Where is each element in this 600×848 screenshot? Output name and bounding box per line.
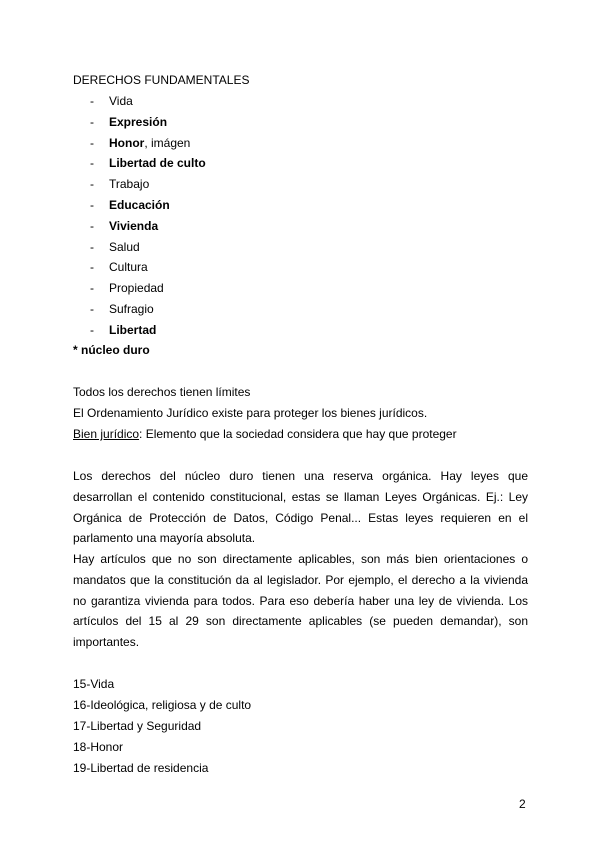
list-item xyxy=(109,302,154,316)
paragraph-line: Orgánica de Protección de Datos, Código Penal... Estas leyes requieren en el xyxy=(73,510,528,525)
paragraph-line: mandatos que la constitución da al legislador. Por ejemplo, el derecho a la vivienda xyxy=(73,572,528,587)
list-item-label: Trabajo xyxy=(109,177,150,191)
paragraph-line: parlamento una mayoría absoluta. xyxy=(73,531,256,546)
paragraph-line: Hay artículos que no son directamente aplicables, son más bien orientaciones o xyxy=(73,552,528,566)
article-item: 16-Ideológica, religiosa y de culto xyxy=(73,698,252,712)
list-dash: - xyxy=(90,281,94,295)
list-item xyxy=(109,156,206,170)
page-number: 2 xyxy=(519,797,526,811)
list-item xyxy=(109,115,167,129)
list-dash: - xyxy=(90,156,94,170)
list-item-label: Cultura xyxy=(109,260,148,274)
article-item: 15-Vida xyxy=(73,677,115,691)
list-item-label: Libertad de culto xyxy=(109,156,206,170)
list-item-label: Propiedad xyxy=(109,281,164,295)
list-dash: - xyxy=(90,323,94,337)
ordenamiento-line: El Ordenamiento Jurídico existe para proteger los bienes jurídicos. xyxy=(73,406,428,420)
list-item-label: Educación xyxy=(109,198,170,212)
list-dash: - xyxy=(90,260,94,274)
bien-juridico-definition: : Elemento que la sociedad considera que hay que proteger xyxy=(139,427,457,441)
list-dash: - xyxy=(90,198,94,212)
list-item xyxy=(109,198,170,212)
list-dash: - xyxy=(90,219,94,233)
list-item-label: Vivienda xyxy=(109,219,159,233)
list-dash: - xyxy=(90,302,94,316)
list-item xyxy=(109,323,156,337)
list-item xyxy=(109,260,148,274)
paragraph-line: artículos del 15 al 29 son directamente aplicables (se pueden demandar), son xyxy=(73,614,528,629)
paragraph-line: desarrollan el contenido constitucional, estas se llaman Leyes Orgánicas. Ej.: Ley xyxy=(73,489,528,504)
list-dash: - xyxy=(90,136,94,150)
paragraph-organic-laws xyxy=(73,466,528,549)
bien-juridico-term: Bien jurídico xyxy=(73,427,140,441)
paragraph-line: Los derechos del núcleo duro tienen una reserva orgánica. Hay leyes que xyxy=(73,469,528,483)
list-dash: - xyxy=(90,177,94,191)
list-item-label: Honor xyxy=(109,136,145,150)
article-item: 19-Libertad de residencia xyxy=(73,761,209,775)
list-item-label: Salud xyxy=(109,240,140,254)
nucleo-duro-note: * núcleo duro xyxy=(73,343,150,357)
list-item xyxy=(109,281,164,295)
list-item xyxy=(109,177,149,191)
list-item-suffix: , imágen xyxy=(144,136,191,150)
list-item-label: Libertad xyxy=(109,323,157,337)
list-dash: - xyxy=(90,94,94,108)
list-item-label: Expresión xyxy=(109,115,168,129)
limits-line: Todos los derechos tienen límites xyxy=(73,385,251,399)
list-item xyxy=(109,94,133,108)
section-heading: DERECHOS FUNDAMENTALES xyxy=(73,73,250,87)
list-dash: - xyxy=(90,115,94,129)
list-item xyxy=(109,219,158,233)
list-dash: - xyxy=(90,240,94,254)
article-item: 17-Libertad y Seguridad xyxy=(73,719,202,733)
paragraph-line: no garantiza vivienda para todos. Para eso debería haber una ley de vivienda. Los xyxy=(73,593,528,608)
paragraph-line: importantes. xyxy=(73,635,140,650)
list-item xyxy=(109,136,190,150)
list-item-label: Vida xyxy=(109,94,133,108)
list-item xyxy=(109,240,140,254)
paragraph-applicable-articles xyxy=(73,549,528,653)
article-item: 18-Honor xyxy=(73,740,124,754)
list-item-label: Sufragio xyxy=(109,302,154,316)
bien-juridico-line xyxy=(73,427,457,441)
